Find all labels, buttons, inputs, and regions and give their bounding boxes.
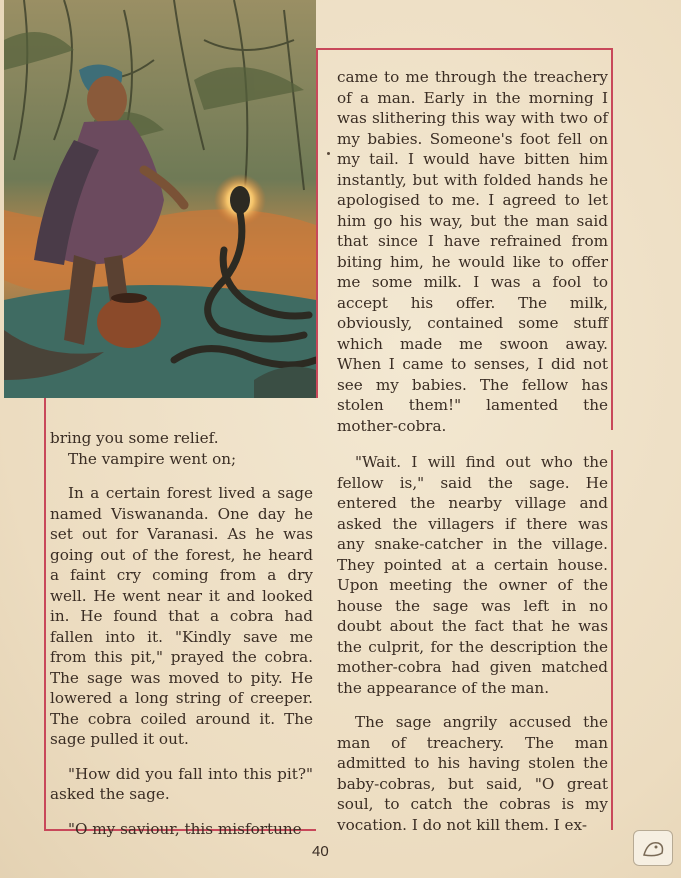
right-column-lower-rule <box>611 450 613 830</box>
paragraph: came to me through the treachery of a man. Early in the morning I was slithering this way with two of my babies. Someone's foot fell on my tail. I would have bitten him instantly, but with folded hands he apologised to me. I agreed to let him go his way, but the man said that since I have refrained from biting him, he would like to offer me some milk. I was a fool to accept his offer. The milk, obviously, contained some stuff which made me swoon away. When I came to senses, I did not see my babies. The fellow has stolen them!" lamented the mother-cobra. <box>337 68 608 435</box>
story-illustration <box>4 0 316 398</box>
paragraph: "Wait. I will find out who the fellow is," said the sage. He entered the nearby village and asked the villagers if there was any snake-catcher in the village. They pointed at a certain house. Upon meeting the owner of the house the sage was left in no doubt about the fact that he was the culprit, for the description the mother-cobra had given matched the appearance of the man. <box>337 453 608 697</box>
paragraph: In a certain forest lived a sage named Viswananda. One day he set out for Varanasi. As he was going out of the forest, he heard a faint cry coming from a dry well. He went near it and looked in. He found that a cobra had fallen into it. "Kindly save me from this pit," prayed the cobra. The sage was moved to pity. He lowered a long string of creeper. The cobra coiled around it. The sage pulled it out. <box>50 484 313 748</box>
left-column-text <box>50 428 313 839</box>
paragraph: "O my saviour, this misfortune <box>68 819 302 838</box>
publisher-stamp-icon <box>633 830 673 866</box>
paragraph: The vampire went on; <box>68 449 237 468</box>
right-column-bottom-text <box>337 452 608 835</box>
right-column-top-text <box>337 67 608 436</box>
page-number: 40 <box>312 843 329 860</box>
ink-speck <box>327 152 330 155</box>
paragraph: The sage angrily accused the man of treachery. The man admitted to his having stolen the baby-cobras, but said, "O great soul, to catch the cobras is my vocation. I do not kill them. I ex- <box>337 713 608 834</box>
right-column-top-rule <box>316 48 612 50</box>
sage-cobra-illustration-icon <box>4 0 316 398</box>
left-column-rule <box>44 398 46 829</box>
right-column-right-rule <box>611 48 613 430</box>
paragraph: "How did you fall into this pit?" asked the sage. <box>50 764 313 803</box>
right-column-left-rule <box>316 48 318 398</box>
paragraph: bring you some relief. <box>50 429 219 447</box>
